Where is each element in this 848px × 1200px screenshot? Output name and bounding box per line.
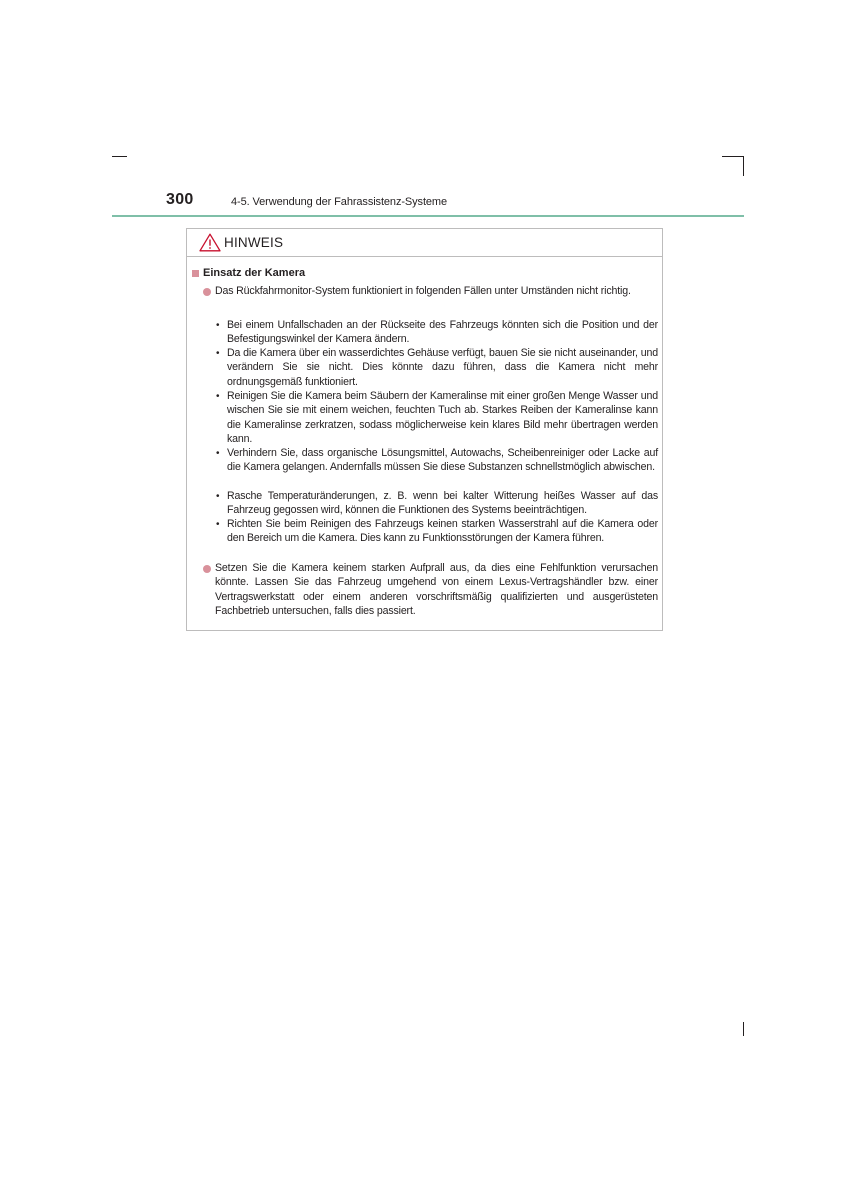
sub-list-item: Verhindern Sie, dass organische Lösungsmittel, Autowachs, Scheibenreiniger oder Lacke auf die Kamera gelangen. Andernfalls müssen Sie diese Substanzen schnellstmöglich abwischen. <box>227 447 658 474</box>
small-bullet-icon: • <box>216 519 220 530</box>
crop-mark-top-right <box>722 156 744 157</box>
small-bullet-icon: • <box>216 448 220 459</box>
header-rule <box>112 215 744 217</box>
dot-bullet-icon <box>203 565 211 573</box>
notice-heading-text: Einsatz der Kamera <box>203 267 306 279</box>
list-item: Das Rückfahrmonitor-System funktioniert in folgenden Fällen unter Umständen nicht richtig. <box>215 285 631 297</box>
sub-list-item: Bei einem Unfallschaden an der Rückseite des Fahrzeugs könnten sich die Position und der Befestigungswinkel der Kamera ändern. <box>227 319 658 346</box>
notice-box <box>186 228 663 631</box>
warning-triangle-icon <box>199 233 221 252</box>
sub-list-item: Richten Sie beim Reinigen des Fahrzeugs keinen starken Wasserstrahl auf die Kamera oder den Bereich um die Kamera. Dies kann zu Funktionsstörungen der Kamera führen. <box>227 518 658 545</box>
crop-mark-top-right-vertical <box>743 156 744 176</box>
small-bullet-icon: • <box>216 391 220 402</box>
sub-list-item: Da die Kamera über ein wasserdichtes Gehäuse verfügt, bauen Sie sie nicht auseinander, und verändern Sie sie nicht. Dies könnte dazu führen, dass die Kamera nicht mehr ordnungsgemäß funktioniert. <box>227 347 658 388</box>
list-item: Setzen Sie die Kamera keinem starken Aufprall aus, da dies eine Fehlfunktion verursachen könnte. Lassen Sie das Fahrzeug umgehend von einem Lexus-Vertragshändler bzw. einer Vertragswerkstatt oder einem anderen vorschriftsmäßig qualifizierten und ausgerüsteten Fachbetrieb untersuchen, falls dies passiert. <box>215 562 658 617</box>
crop-mark-bottom-right <box>743 1022 744 1036</box>
small-bullet-icon: • <box>216 320 220 331</box>
section-title: 4-5. Verwendung der Fahrassistenz-Systeme <box>231 196 448 208</box>
notice-title: HINWEIS <box>224 235 284 250</box>
notice-header <box>187 229 662 257</box>
small-bullet-icon: • <box>216 348 220 359</box>
page-number: 300 <box>166 191 194 208</box>
dot-bullet-icon <box>203 288 211 296</box>
sub-list-item: Reinigen Sie die Kamera beim Säubern der Kameralinse mit einer großen Menge Wasser und wischen Sie sie mit einem weichen, feuchten Tuch ab. Starkes Reiben der Kameralinse kann die Kameralinse zerkratzen, sodass möglicherweise kein klares Bild mehr übertragen werden kann. <box>227 390 658 445</box>
small-bullet-icon: • <box>216 491 220 502</box>
square-bullet-icon <box>192 270 199 277</box>
crop-mark-top-left <box>112 156 127 157</box>
notice-heading <box>192 267 305 279</box>
sub-list-item: Rasche Temperaturänderungen, z. B. wenn bei kalter Witterung heißes Wasser auf das Fahrzeug gegossen wird, können die Funktionen des Systems beeinträchtigen. <box>227 490 658 517</box>
